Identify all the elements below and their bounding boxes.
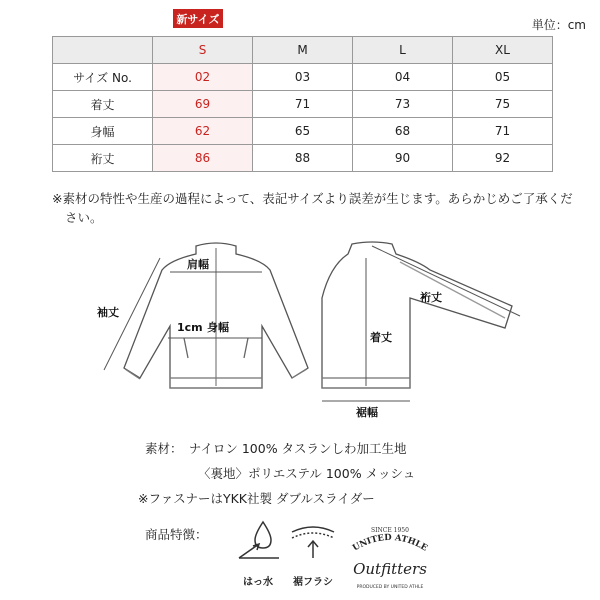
label-hem: 裾幅 (356, 406, 378, 419)
label-shoulder: 肩幅 (187, 258, 209, 271)
logo-bottom-text: PRODUCED BY UNITED ATHLE (356, 585, 424, 590)
united-athle-logo (342, 522, 438, 594)
table-cell: 69 (153, 91, 253, 118)
table-cell: 05 (453, 64, 553, 91)
row-label: 裄丈 (53, 145, 153, 172)
logo-script-text: Outfitters (353, 560, 427, 578)
col-header-l: L (353, 37, 453, 64)
label-length: 着丈 (370, 331, 392, 344)
row-label: 身幅 (53, 118, 153, 145)
table-header-row (53, 37, 553, 64)
table-row (53, 145, 553, 172)
water-repellent-label: はっ水 (243, 577, 273, 588)
logo-brand-text: UNITED ATHLE (351, 532, 429, 554)
material-line-1: 素材： ナイロン 100% タスランしわ加工生地 (145, 441, 407, 456)
table-cell: 75 (453, 91, 553, 118)
table-cell: 02 (153, 64, 253, 91)
material-line-3: ※ファスナーはYKK社製 ダブルスライダー (138, 491, 375, 506)
table-cell: 90 (353, 145, 453, 172)
table-cell: 73 (353, 91, 453, 118)
size-note: ※素材の特性や生産の過程によって、表記サイズより誤差が生じます。あらかじめご了承ください。 (52, 191, 573, 225)
table-cell: 71 (253, 91, 353, 118)
col-header-m: M (253, 37, 353, 64)
table-row (53, 91, 553, 118)
row-label: サイズ No. (53, 64, 153, 91)
table-cell: 68 (353, 118, 453, 145)
material-line-2: 〈裏地〉ポリエステル 100% メッシュ (198, 466, 416, 481)
table-cell: 88 (253, 145, 353, 172)
features-title: 商品特徴： (145, 527, 208, 542)
jacket-diagram (0, 236, 600, 426)
size-table (52, 36, 553, 172)
table-cell: 04 (353, 64, 453, 91)
back-jacket-outline (322, 242, 512, 388)
table-cell: 71 (453, 118, 553, 145)
label-sleeve: 袖丈 (97, 306, 119, 319)
table-cell: 65 (253, 118, 353, 145)
water-repellent-feature (228, 518, 288, 588)
logo-since-text: SINCE 1950 (371, 527, 409, 534)
label-body-width: 身幅 (207, 321, 229, 334)
label-one-cm: 1cm (177, 321, 203, 334)
col-header-s: S (153, 37, 253, 64)
table-row (53, 118, 553, 145)
hem-flash-feature (285, 518, 341, 588)
water-drop-icon (233, 518, 283, 570)
table-row (53, 64, 553, 91)
hem-flash-icon (288, 518, 338, 570)
table-cell: 92 (453, 145, 553, 172)
table-cell: 62 (153, 118, 253, 145)
col-header-xl: XL (453, 37, 553, 64)
table-corner-cell (53, 37, 153, 64)
hem-flash-label: 裾フラシ (293, 577, 333, 588)
row-label: 着丈 (53, 91, 153, 118)
table-cell: 03 (253, 64, 353, 91)
label-sleeve-length: 裄丈 (420, 291, 442, 304)
new-size-badge: 新サイズ (173, 9, 223, 28)
table-cell: 86 (153, 145, 253, 172)
unit-label: 単位：cm (531, 18, 586, 32)
